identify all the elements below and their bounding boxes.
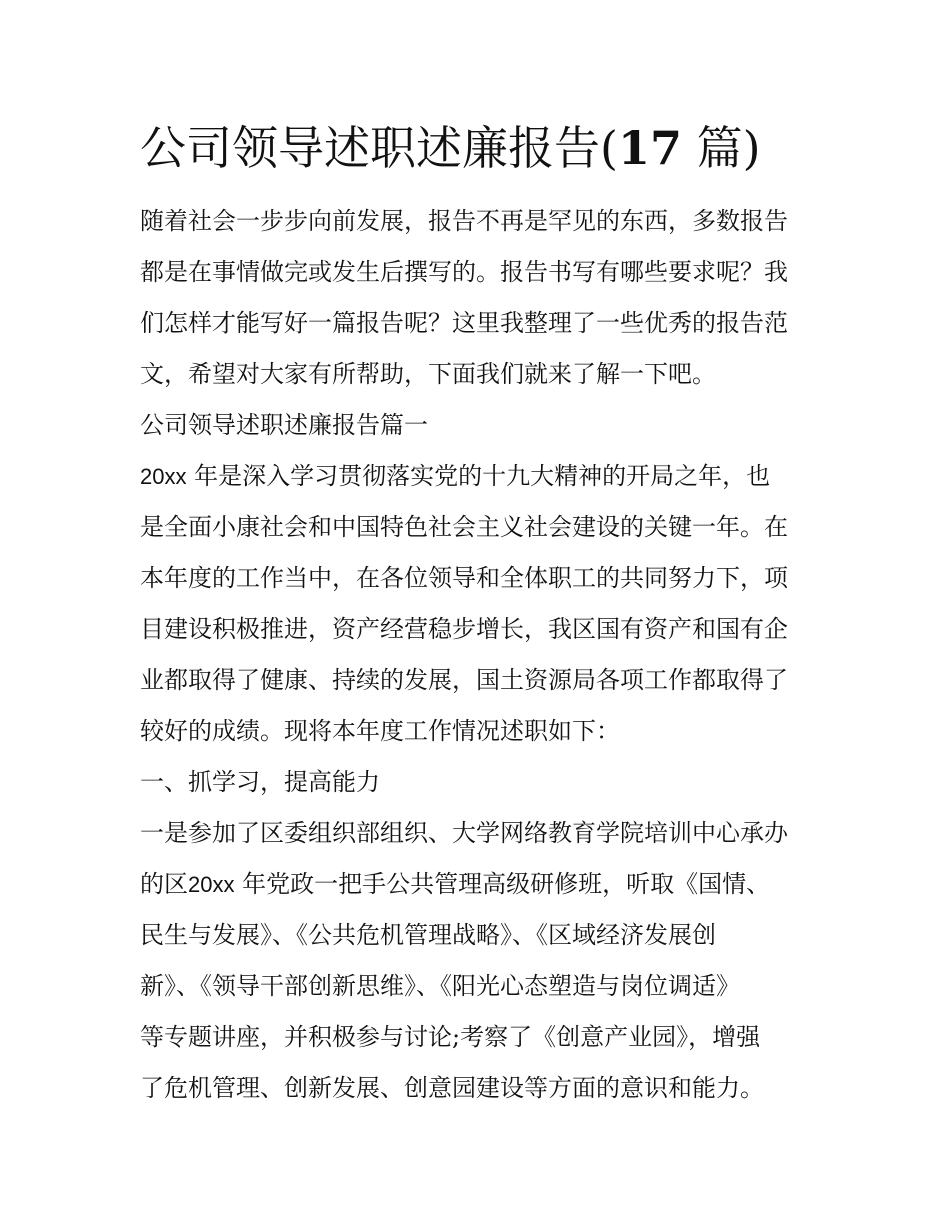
sub-line [140, 859, 820, 910]
title-prefix: 公司领导述职述廉报告( [140, 121, 618, 175]
sub-line: 等专题讲座，并积极参与讨论;考察了《创意产业园》，增强 [140, 1023, 761, 1051]
sub-line: 了危机管理、创新发展、创意园建设等方面的意识和能力。 [140, 1074, 764, 1102]
section-line: 本年度的工作当中，在各位领导和全体职工的共同努力下，项 [140, 564, 788, 592]
section-line [140, 451, 820, 502]
section-line-text: 年是深入学习贯彻落实党的十九大精神的开局之年，也 [186, 462, 771, 490]
intro-line: 文，希望对大家有所帮助，下面我们就来了解一下吧。 [140, 360, 716, 388]
section-line: 业都取得了健康、持续的发展，国土资源局各项工作都取得了 [140, 666, 788, 694]
section-line: 较好的成绩。现将本年度工作情况述职如下： [140, 717, 620, 745]
document-body [140, 110, 820, 1114]
sub-line-text: 年党政一把手公共管理高级研修班，听取《国情、 [234, 870, 771, 898]
subheading: 一、抓学习，提高能力 [140, 768, 380, 796]
title-suffix: 篇) [681, 121, 761, 175]
section-line: 目建设积极推进，资产经营稳步增长，我区国有资产和国有企 [140, 615, 788, 643]
title-number: 17 [617, 121, 682, 175]
document-title [140, 110, 820, 186]
section-paragraph [140, 451, 820, 757]
sub-line: 一是参加了区委组织部组织、大学网络教育学院培训中心承办 [140, 819, 788, 847]
intro-line: 都是在事情做完或发生后撰写的。报告书写有哪些要求呢？我 [140, 258, 788, 286]
intro-line: 们怎样才能写好一篇报告呢？这里我整理了一些优秀的报告范 [140, 309, 788, 337]
sub-line-text: 的区 [140, 870, 188, 898]
section-heading: 公司领导述职述廉报告篇一 [140, 411, 428, 439]
sub-line: 民生与发展》、《公共危机管理战略》、《区域经济发展创 [140, 921, 716, 949]
section-line: 是全面小康社会和中国特色社会主义社会建设的关键一年。在 [140, 513, 788, 541]
section-year: 20xx [140, 464, 187, 489]
sub-year: 20xx [188, 872, 235, 897]
sub-line: 新》、《领导干部创新思维》、《阳光心态塑造与岗位调适》 [140, 972, 740, 1000]
intro-paragraph [140, 196, 820, 400]
intro-line: 随着社会一步步向前发展，报告不再是罕见的东西，多数报告 [140, 207, 788, 235]
sub-paragraph [140, 808, 820, 1114]
